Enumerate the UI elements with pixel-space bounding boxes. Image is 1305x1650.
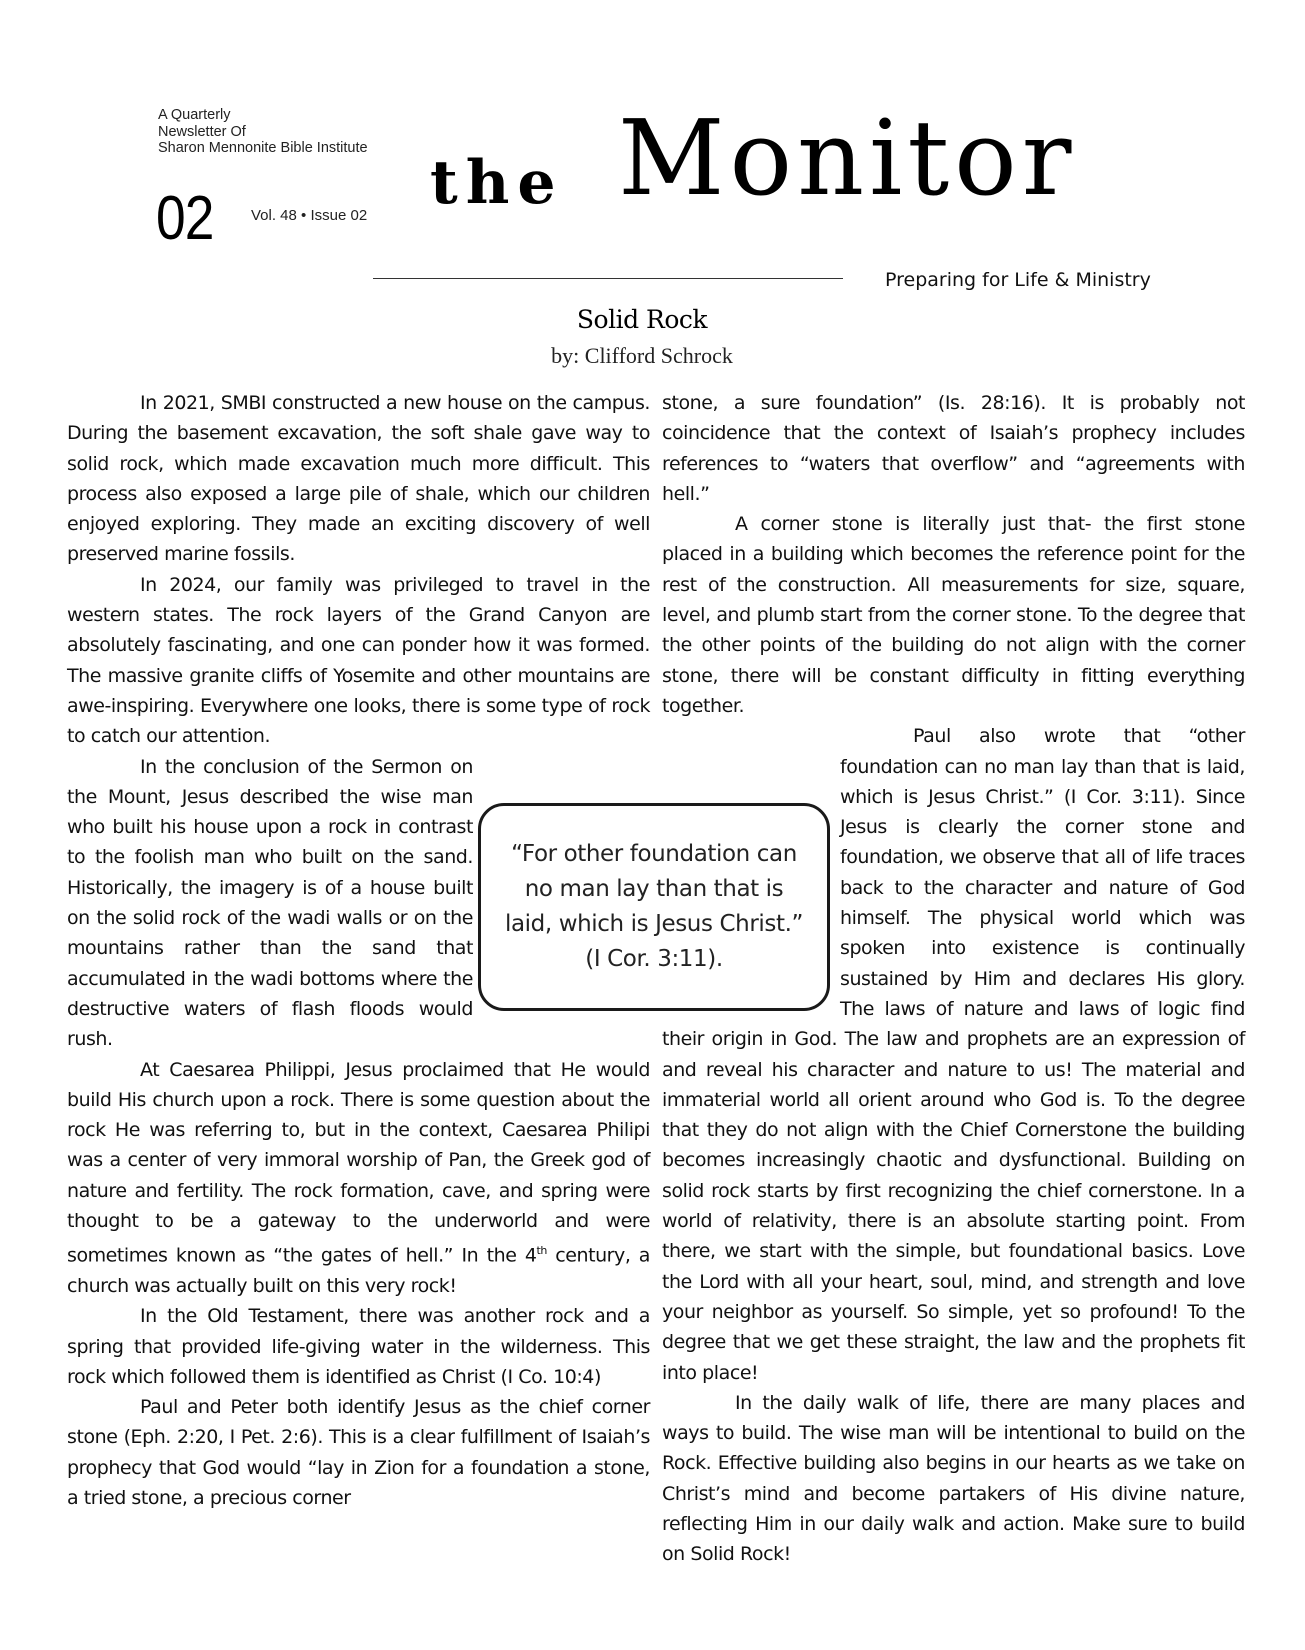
paragraph: A corner stone is literally just that- the first stone placed in a building which becomes the reference point for the rest of the construction. All measurements for size, square, level, and plumb start from the corner stone. To the degree that the other points of the building do not align with the corner stone, there will be constant difficulty in fitting everything together.: [662, 513, 1245, 717]
masthead-line-2: Newsletter Of: [158, 123, 246, 140]
superscript: th: [536, 1244, 547, 1258]
paragraph: In 2021, SMBI constructed a new house on the campus. During the basement excavation, the soft shale gave way to solid rock, which made excavation much more difficult. This process also exposed a large pile of shale, which our children enjoyed exploring. They made an exciting discovery of well preserved marine fossils.: [67, 392, 650, 566]
paragraph: In the conclusion of the Sermon on the Mount, Jesus described the wise man who built his house upon a rock in contrast to the foolish man who built on the sand. Historically, the imagery is of a house built on the solid rock of the wadi walls or on the mountains rather than the sand that accumulated in the wadi bottoms where the destructive waters of flash floods would rush.: [67, 755, 473, 1051]
masthead-line-1: A Quarterly: [158, 107, 231, 123]
article-byline: by: Clifford Schrock: [551, 343, 733, 368]
paragraph: stone, a sure foundation” (Is. 28:16). It is probably not coincidence that the context of Isaiah’s prophecy includes references to “waters that overflow” and “agreements with hell.”: [662, 392, 1245, 505]
pull-quote-text: “For other foundation can no man lay than that is laid, which is Jesus Christ.” (I Cor. 3:11).: [505, 841, 803, 972]
paragraph: Paul also wrote that “other foundation can no man lay than that is laid, which is Jesus Christ.” (I Cor. 3:11). Since Jesus is clearly the corner stone and foundation, we observe that all of life traces back to the character and nature of God himself. The physical world which was spoken into existence is continually sustained by Him and declares His glory. The laws of nature and laws of logic find their origin in God. The law and prophets are an expression of and reveal his character and nature to us! The material and immaterial world all orient around who God is. To the degree that they do not align with the Chief Cornerstone the building becomes increasingly chaotic and dysfunctional. Building on solid rock starts by first recognizing the chief cornerstone. In a world of relativity, there is an absolute starting point. From there, we start with the simple, but foundational basics. Love the Lord with all your heart, soul, mind, and strength and love your neighbor as yourself. So simple, yet so profound! To the degree that we get these straight, the law and the prophets fit into place!: [662, 725, 1245, 1384]
caesarea-text: At Caesarea Philippi, Jesus proclaimed that He would build His church upon a rock. There is some question about the rock He was referring to, but in the context, Caesarea Philipi was a center of very immoral worship of Pan, the Greek god of nature and fertility. The rock formation, cave, and spring were thought to be a gateway to the underworld and were sometimes known as “the gates of hell.” In the 4: [67, 1058, 650, 1267]
paragraph-caesarea: [67, 1055, 650, 1302]
paragraph: In the daily walk of life, there are many places and ways to build. The wise man will be intentional to build on the Rock. Effective building also begins in our hearts as we take on Christ’s mind and become partakers of His divine nature, reflecting Him in our daily walk and action. Make sure to build on Solid Rock!: [662, 1391, 1245, 1566]
paragraph: In 2024, our family was privileged to travel in the western states. The rock layers of the Grand Canyon are absolutely fascinating, and one can ponder how it was formed. The massive granite cliffs of Yosemite and other mountains are awe-inspiring. Everywhere one looks, there is some type of rock to catch our attention.: [67, 573, 650, 748]
motto: Preparing for Life & Ministry: [885, 269, 1151, 291]
issue-number: 02: [156, 184, 214, 253]
masthead-line-3: Sharon Mennonite Bible Institute: [158, 140, 368, 156]
article-title: Solid Rock: [576, 305, 708, 334]
volume-issue: Vol. 48 • Issue 02: [251, 207, 368, 224]
caesarea-text-end: century, a church was actually built on this very rock!: [67, 1244, 650, 1297]
masthead-small-text: [158, 107, 398, 157]
masthead-rule: [373, 278, 843, 279]
pull-quote-box: [478, 803, 830, 1011]
paragraph: Paul and Peter both identify Jesus as the chief corner stone (Eph. 2:20, I Pet. 2:6). This is a clear fulfillment of Isaiah’s prophecy that God would “lay in Zion for a foundation a stone, a tried stone, a precious corner: [67, 1396, 650, 1510]
title-the: the: [430, 148, 564, 218]
paragraph: In the Old Testament, there was another rock and a spring that provided life-giving water in the wilderness. This rock which followed them is identified as Christ (I Co. 10:4): [67, 1305, 650, 1388]
title-monitor: Monitor: [618, 97, 1077, 219]
